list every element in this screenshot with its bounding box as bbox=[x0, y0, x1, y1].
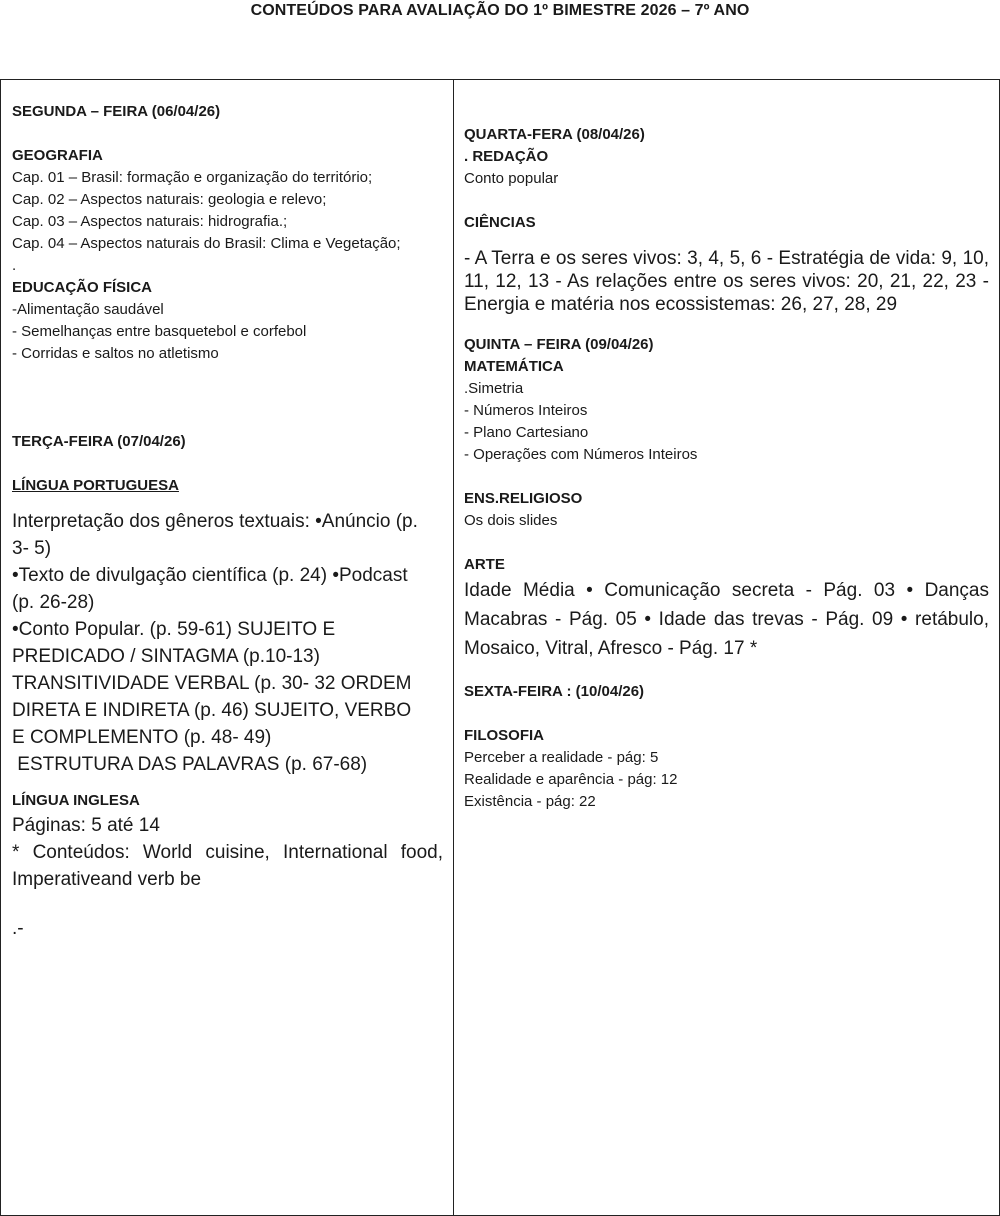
left-column bbox=[1, 80, 454, 1215]
subject-title-educacao-fisica: EDUCAÇÃO FÍSICA bbox=[12, 279, 153, 296]
subject-title-arte: ARTE bbox=[464, 556, 505, 573]
geografia-item: Cap. 01 – Brasil: formação e organização do território; bbox=[12, 169, 373, 186]
portugues-line: •Conto Popular. (p. 59-61) SUJEITO E bbox=[12, 619, 336, 640]
right-column bbox=[454, 80, 999, 1215]
portugues-line: E COMPLEMENTO (p. 48- 49) bbox=[12, 727, 272, 748]
subject-title-lingua-portuguesa: LÍNGUA PORTUGUESA bbox=[12, 477, 179, 494]
geografia-item: . bbox=[12, 257, 17, 274]
portugues-line: DIRETA E INDIRETA (p. 46) SUJEITO, VERBO bbox=[12, 700, 412, 721]
portugues-line: PREDICADO / SINTAGMA (p.10-13) bbox=[12, 646, 320, 667]
portugues-line: •Texto de divulgação científica (p. 24) •Podcast bbox=[12, 565, 408, 586]
religioso-text: Os dois slides bbox=[464, 512, 558, 529]
portugues-line: 3- 5) bbox=[12, 538, 52, 559]
geografia-item: Cap. 04 – Aspectos naturais do Brasil: Clima e Vegetação; bbox=[12, 235, 401, 252]
day-heading-quarta: QUARTA-FERA (08/04/26) bbox=[464, 126, 645, 143]
matematica-item: - Números Inteiros bbox=[464, 402, 588, 419]
matematica-item: .Simetria bbox=[464, 380, 524, 397]
arte-text: Idade Média • Comunicação secreta - Pág. 03 • Danças Macabras - Pág. 05 • Idade das trevas - Pág. 09 • retábulo, Mosaico, Vitral, Afresco - Pág. 17 * bbox=[464, 580, 989, 659]
subject-title-matematica: MATEMÁTICA bbox=[464, 358, 564, 375]
day-heading-segunda: SEGUNDA – FEIRA (06/04/26) bbox=[12, 103, 221, 120]
day-heading-terca: TERÇA-FEIRA (07/04/26) bbox=[12, 433, 186, 450]
schedule-table bbox=[0, 79, 1000, 1216]
portugues-line: ESTRUTURA DAS PALAVRAS (p. 67-68) bbox=[12, 754, 368, 775]
portugues-line: (p. 26-28) bbox=[12, 592, 95, 613]
educacao-fisica-item: - Corridas e saltos no atletismo bbox=[12, 345, 219, 362]
filosofia-item: Realidade e aparência - pág: 12 bbox=[464, 771, 678, 788]
subject-title-lingua-inglesa: LÍNGUA INGLESA bbox=[12, 792, 140, 809]
trailing-mark: .- bbox=[12, 918, 24, 939]
subject-title-geografia: GEOGRAFIA bbox=[12, 147, 103, 164]
filosofia-item: Existência - pág: 22 bbox=[464, 793, 596, 810]
filosofia-item: Perceber a realidade - pág: 5 bbox=[464, 749, 659, 766]
educacao-fisica-item: -Alimentação saudável bbox=[12, 301, 164, 318]
subject-title-redacao: . REDAÇÃO bbox=[464, 148, 549, 165]
day-heading-sexta: SEXTA-FEIRA : (10/04/26) bbox=[464, 683, 645, 700]
day-heading-quinta: QUINTA – FEIRA (09/04/26) bbox=[464, 336, 654, 353]
matematica-item: - Operações com Números Inteiros bbox=[464, 446, 698, 463]
page-title: CONTEÚDOS PARA AVALIAÇÃO DO 1º BIMESTRE 2026 – 7º ANO bbox=[250, 2, 750, 19]
educacao-fisica-item: - Semelhanças entre basquetebol e corfebol bbox=[12, 323, 307, 340]
ciencias-text: - A Terra e os seres vivos: 3, 4, 5, 6 - Estratégia de vida: 9, 10, 11, 12, 13 - As relações entre os seres vivos: 20, 21, 22, 23 - Energia e matéria nos ecossistemas: 26, 27, 28, 29 bbox=[464, 248, 989, 315]
subject-title-ciencias: CIÊNCIAS bbox=[464, 214, 536, 231]
geografia-item: Cap. 02 – Aspectos naturais: geologia e relevo; bbox=[12, 191, 327, 208]
ingles-contents: * Conteúdos: World cuisine, International food, Imperativeand verb be bbox=[12, 842, 443, 890]
subject-title-filosofia: FILOSOFIA bbox=[464, 727, 544, 744]
redacao-text: Conto popular bbox=[464, 170, 559, 187]
matematica-item: - Plano Cartesiano bbox=[464, 424, 589, 441]
geografia-item: Cap. 03 – Aspectos naturais: hidrografia.; bbox=[12, 213, 288, 230]
ingles-pages: Páginas: 5 até 14 bbox=[12, 815, 160, 836]
portugues-line: Interpretação dos gêneros textuais: •Anúncio (p. bbox=[12, 511, 418, 532]
portugues-line: TRANSITIVIDADE VERBAL (p. 30- 32 ORDEM bbox=[12, 673, 412, 694]
subject-title-ensino-religioso: ENS.RELIGIOSO bbox=[464, 490, 583, 507]
